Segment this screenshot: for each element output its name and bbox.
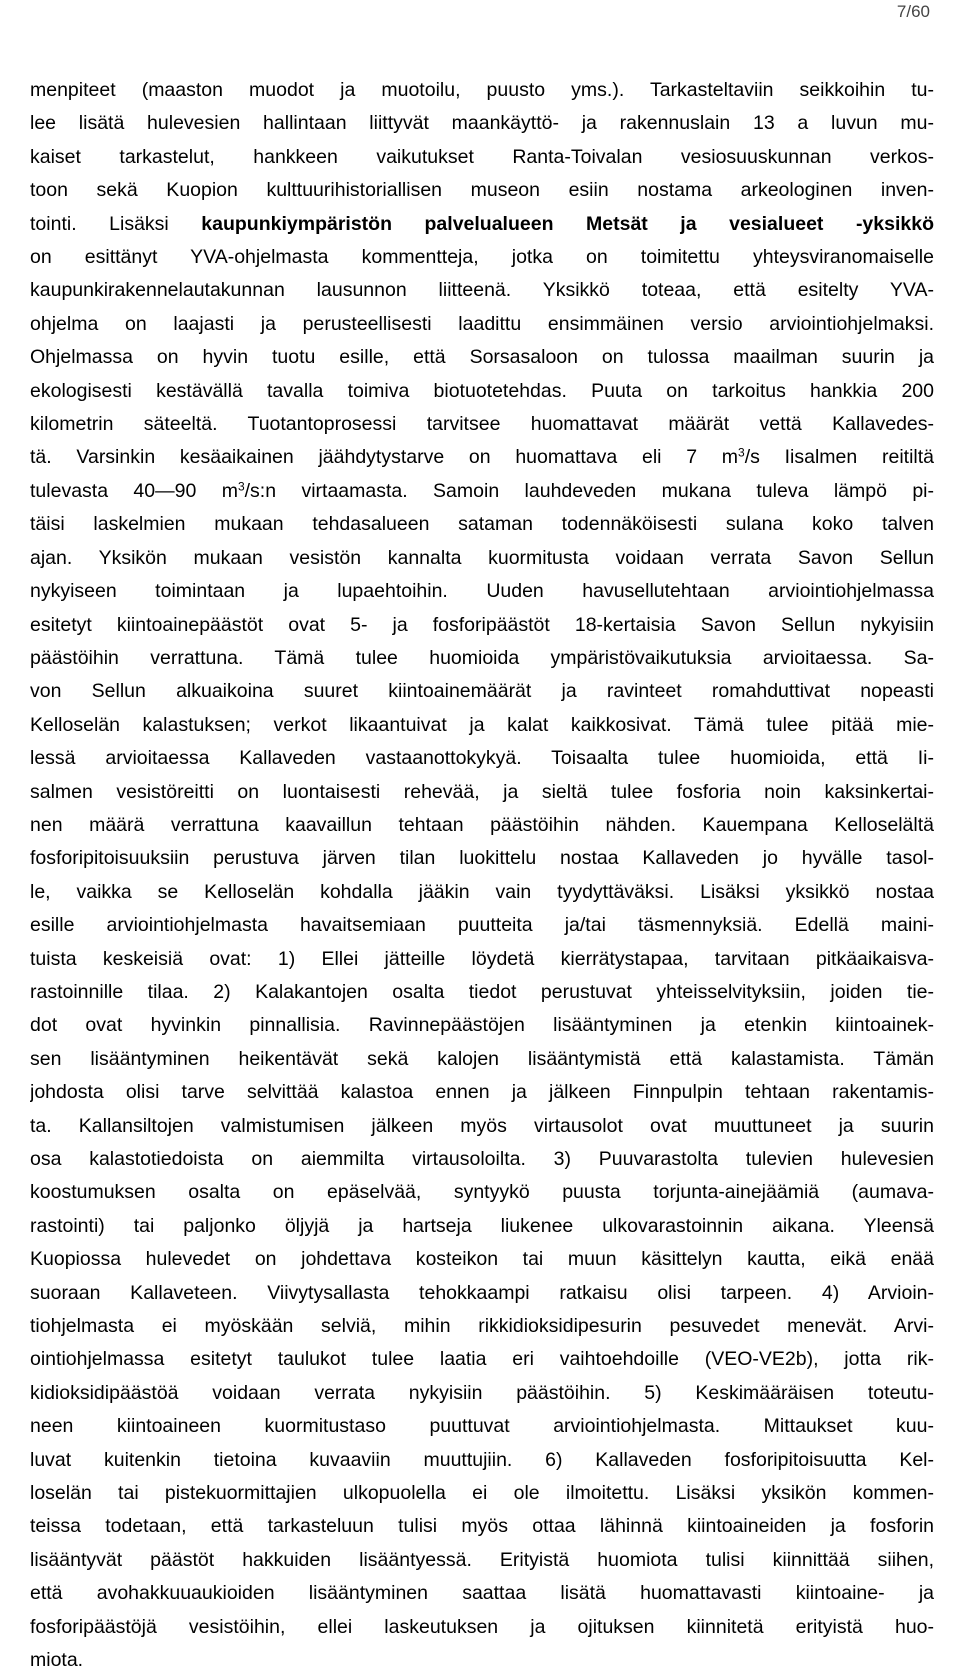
superscript: 3 bbox=[237, 479, 245, 494]
text-line: esitetyt kiintoainepäästöt ovat 5- ja fosforipäästöt 18-kertaisia Savon Sellun nykyisiin bbox=[30, 613, 934, 636]
text-line: kaupunkirakennelautakunnan lausunnon liitteenä. Yksikkö toteaa, että esitelty YVA- bbox=[30, 279, 934, 302]
text-line bbox=[30, 441, 934, 474]
body-paragraph bbox=[30, 74, 934, 1678]
text-line: lee lisätä hulevesien hallintaan liittyvät maankäyttö- ja rakennuslain 13 a luvun mu- bbox=[30, 112, 934, 135]
text-line: johdosta olisi tarve selvittää kalastoa ennen ja jälkeen Finnpulpin tehtaan rakentamis- bbox=[30, 1081, 934, 1104]
text-line: teissa todetaan, että tarkasteluun tulisi myös ottaa lähinnä kiintoaineiden ja fosforin bbox=[30, 1515, 934, 1538]
text-line: ohjelma on laajasti ja perusteellisesti laadittu ensimmäinen versio arviointiohjelmaksi. bbox=[30, 312, 934, 335]
text-line: päästöihin verrattuna. Tämä tulee huomioida ympäristövaikutuksia arvioitaessa. Sa- bbox=[30, 646, 934, 669]
text-line: Kuopiossa hulevedet on johdettava kosteikon tai muun käsittelyn kautta, eikä enää bbox=[30, 1248, 934, 1271]
text-line: esille arviointiohjelmasta havaitsemiaan puutteita ja/tai täsmennyksiä. Edellä maini- bbox=[30, 914, 934, 937]
text-line: neen kiintoaineen kuormitustaso puuttuvat arviointiohjelmasta. Mittaukset kuu- bbox=[30, 1415, 934, 1438]
text-line: lessä arvioitaessa Kallaveden vastaanottokykyä. Toisaalta tulee huomioida, että Ii- bbox=[30, 747, 934, 770]
text-line: ekologisesti kestävällä tavalla toimiva biotuotetehdas. Puuta on tarkoitus hankkia 200 bbox=[30, 379, 934, 402]
text-line: kaiset tarkastelut, hankkeen vaikutukset Ranta-Toivalan vesiosuuskunnan verkos- bbox=[30, 145, 934, 168]
text-line: ointiohjelmassa esitetyt taulukot tulee laatia eri vaihtoehdoille (VEO-VE2b), jotta rik- bbox=[30, 1348, 934, 1371]
text-line: menpiteet (maaston muodot ja muotoilu, puusto yms.). Tarkasteltaviin seikkoihin tu- bbox=[30, 79, 934, 101]
text-line: loselän tai pistekuormittajien ulkopuolella ei ole ilmoitettu. Lisäksi yksikön kommen- bbox=[30, 1482, 934, 1505]
text-line: le, vaikka se Kelloselän kohdalla jääkin vain tyydyttäväksi. Lisäksi yksikkö nostaa bbox=[30, 880, 934, 903]
text-line: tuista keskeisiä ovat: 1) Ellei jätteille löydetä kierrätystapaa, tarvitaan pitkäaikaisva- bbox=[30, 947, 934, 970]
text-line: toon sekä Kuopion kulttuurihistoriallisen museon esiin nostama arkeologinen inven- bbox=[30, 179, 934, 202]
line-text: tulevasta 40—90 m bbox=[30, 479, 238, 502]
text-line: rastointi) tai paljonko öljyjä ja hartseja liukenee ulkovarastoinnin aikana. Yleensä bbox=[30, 1214, 934, 1237]
text-line: fosforipitoisuuksiin perustuva järven tilan luokittelu nostaa Kallaveden jo hyvälle tasol- bbox=[30, 847, 934, 870]
text-line: että avohakkuuaukioiden lisääntyminen saattaa lisätä huomattavasti kiintoaine- ja bbox=[30, 1582, 934, 1605]
text-line: fosforipäästöjä vesistöihin, ellei laskeutuksen ja ojituksen kiinnitetä erityistä huo- bbox=[30, 1615, 934, 1638]
text-line: dot ovat hyvinkin pinnallisia. Ravinnepäästöjen lisääntyminen ja etenkin kiintoainek- bbox=[30, 1014, 934, 1037]
text-line: ajan. Yksikön mukaan vesistön kannalta kuormitusta voidaan verrata Savon Sellun bbox=[30, 546, 934, 569]
line-text: tä. Varsinkin kesäaikainen jäähdytystarve on huomattava eli 7 m bbox=[30, 446, 739, 469]
text-line: lisääntyvät päästöt hakkuiden lisääntyessä. Erityistä huomiota tulisi kiinnittää siihen, bbox=[30, 1548, 934, 1571]
text-line: Kelloselän kalastuksen; verkot likaantuivat ja kalat kaikkosivat. Tämä tulee pitää mie- bbox=[30, 713, 934, 736]
line-text: /s:n virtaamasta. Samoin lauhdeveden mukana tuleva lämpö pi- bbox=[244, 479, 934, 502]
text-line: von Sellun alkuaikoina suuret kiintoainemäärät ja ravinteet romahduttivat nopeasti bbox=[30, 680, 934, 703]
text-line: sen lisääntyminen heikentävät sekä kalojen lisääntymistä että kalastamista. Tämän bbox=[30, 1047, 934, 1070]
superscript: 3 bbox=[738, 445, 745, 460]
text-line: kilometrin säteeltä. Tuotantoprosessi tarvitsee huomattavat määrät vettä Kallavedes- bbox=[30, 413, 934, 436]
line-text: /s Iisalmen reitiltä bbox=[744, 446, 934, 469]
text-line: rastoinnille tilaa. 2) Kalakantojen osalta tiedot perustuvat yhteisselvityksiin, joiden tie- bbox=[30, 980, 934, 1003]
text-line: miota. bbox=[30, 1649, 84, 1672]
text-line: Ohjelmassa on hyvin tuotu esille, että Sorsasaloon on tulossa maailman suurin ja bbox=[30, 346, 934, 369]
text-line: salmen vesistöreitti on luontaisesti rehevää, ja sieltä tulee fosforia noin kaksinkertai- bbox=[30, 780, 934, 803]
text-line: koostumuksen osalta on epäselvää, syntyykö puusta torjunta-ainejäämiä (aumava- bbox=[30, 1181, 934, 1204]
text-line bbox=[30, 475, 934, 508]
line-text: tointi. Lisäksi bbox=[30, 212, 202, 235]
text-line bbox=[30, 208, 934, 241]
page-number: 7/60 bbox=[896, 2, 930, 21]
text-line: suoraan Kallaveteen. Viivytysallasta tehokkaampi ratkaisu olisi tarpeen. 4) Arvioin- bbox=[30, 1281, 934, 1304]
text-line: täisi laskelmien mukaan tehdasalueen sataman todennäköisesti sulana koko talven bbox=[30, 513, 934, 536]
bold-phrase: kaupunkiympäristön palvelualueen Metsät ja vesialueet -yksikkö bbox=[201, 212, 934, 235]
text-line: ta. Kallansiltojen valmistumisen jälkeen myös virtausolot ovat muuttuneet ja suurin bbox=[30, 1114, 934, 1137]
text-line: nykyiseen toimintaan ja lupaehtoihin. Uuden havusellutehtaan arviointiohjelmassa bbox=[30, 580, 934, 603]
text-line: kidioksidipäästöä voidaan verrata nykyisiin päästöihin. 5) Keskimääräisen toteutu- bbox=[30, 1381, 934, 1404]
text-line: luvat kuitenkin tietoina kuvaaviin muuttujiin. 6) Kallaveden fosforipitoisuutta Kel- bbox=[30, 1448, 934, 1471]
text-line: tiohjelmasta ei myöskään selviä, mihin rikkidioksidipesurin pesuvedet menevät. Arvi- bbox=[30, 1315, 934, 1338]
text-line: nen määrä verrattuna kaavaillun tehtaan päästöihin nähden. Kauempana Kelloselältä bbox=[30, 813, 934, 836]
text-line: osa kalastotiedoista on aiemmilta virtausoloilta. 3) Puuvarastolta tulevien hulevesien bbox=[30, 1148, 934, 1170]
text-line: on esittänyt YVA-ohjelmasta kommentteja, jotka on toimitettu yhteysviranomaiselle bbox=[30, 246, 934, 269]
